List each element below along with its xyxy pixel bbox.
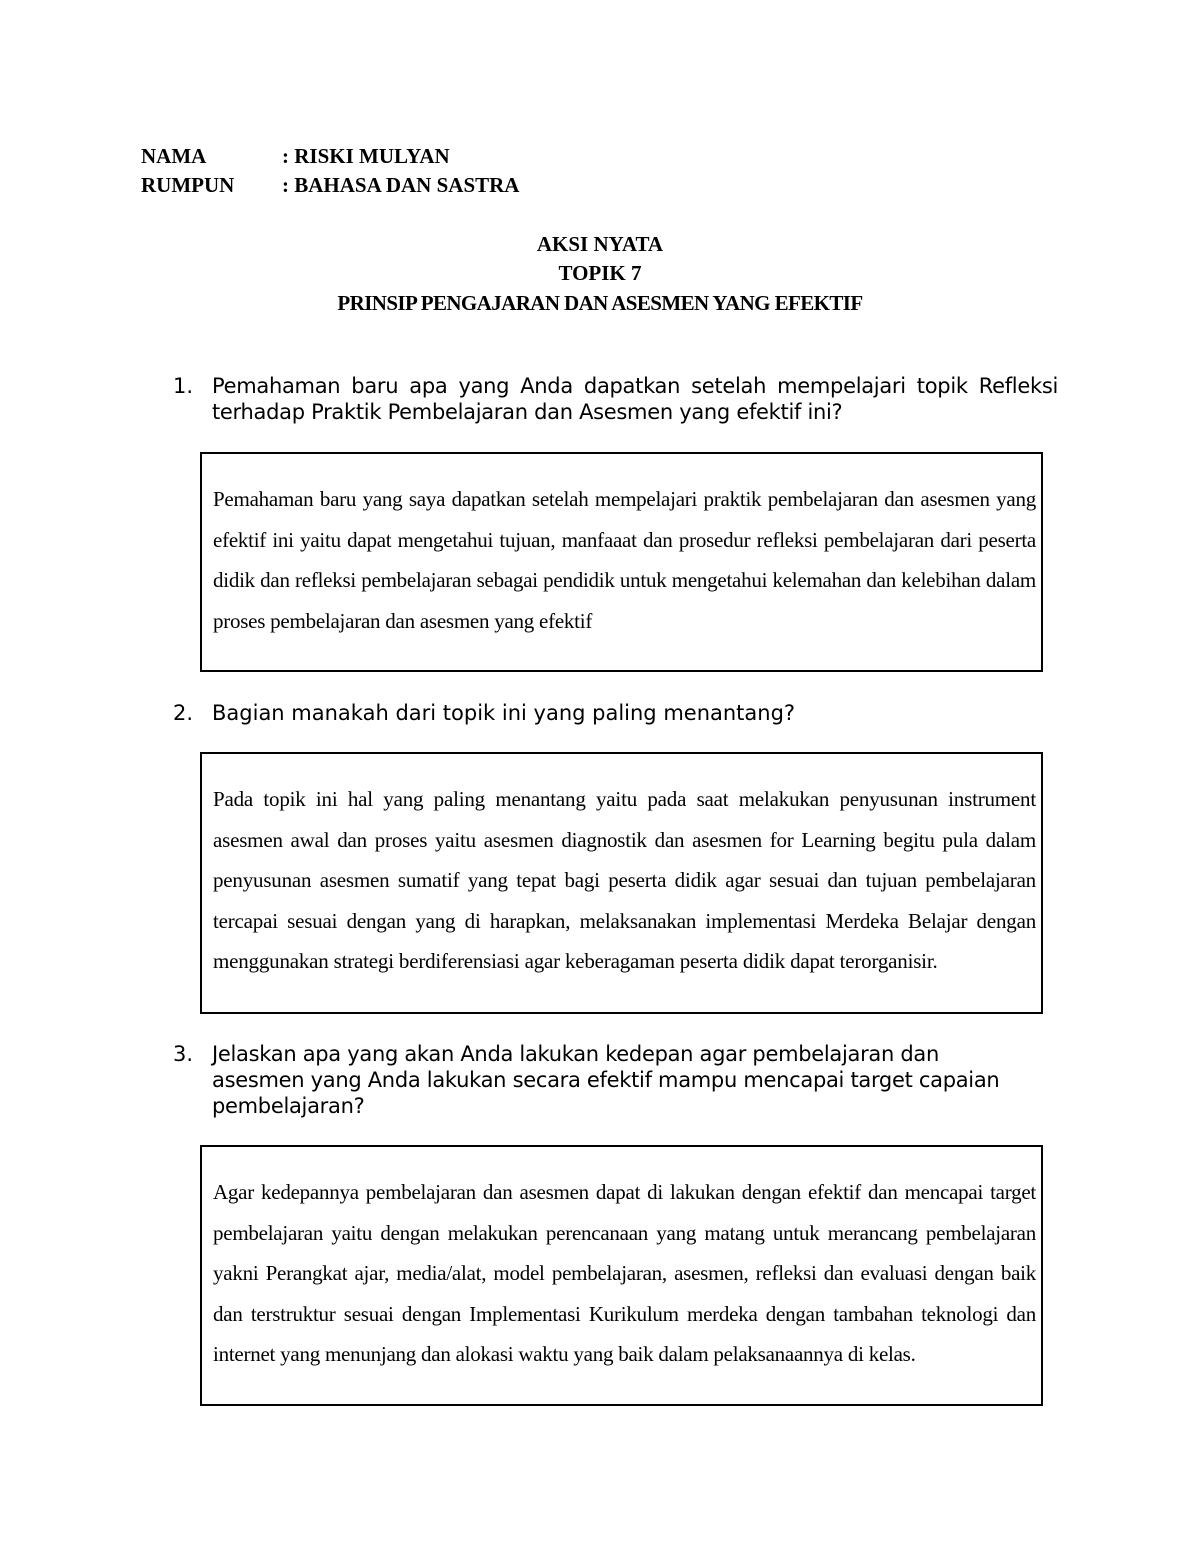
rumpun-label: RUMPUN	[141, 173, 235, 197]
answer-box-3	[200, 1145, 1043, 1406]
nama-value: : RISKI MULYAN	[282, 144, 450, 168]
question-number: 3.	[173, 1042, 194, 1066]
topic-title: PRINSIP PENGAJARAN DAN ASESMEN YANG EFEKTIF	[337, 291, 863, 315]
question-2	[173, 700, 1058, 726]
answer-box-1	[200, 452, 1043, 672]
rumpun-value: : BAHASA DAN SASTRA	[282, 173, 520, 197]
question-number: 2.	[173, 701, 194, 725]
topic-number: TOPIK 7	[558, 261, 642, 285]
nama-label: NAMA	[141, 144, 207, 168]
answer-box-2	[200, 752, 1043, 1014]
question-text: Jelaskan apa yang akan Anda lakukan kedepan agar pembelajaran dan asesmen yang Anda lakukan secara efektif mampu mencapai target capaian pembelajaran?	[212, 1042, 1000, 1118]
question-text: Bagian manakah dari topik ini yang paling menantang?	[212, 701, 796, 725]
answer-text: Pemahaman baru yang saya dapatkan setelah mempelajari praktik pembelajaran dan asesmen yang efektif ini yaitu dapat mengetahui tujuan, manfaaat dan prosedur refleksi pembelajaran dari peserta didik dan refleksi pembelajaran sebagai pendidik untuk mengetahui kelemahan dan kelebihan dalam proses pembelajaran dan asesmen yang efektif	[213, 487, 1036, 633]
question-text: Pemahaman baru apa yang Anda dapatkan setelah mempelajari topik Refleksi terhadap Praktik Pembelajaran dan Asesmen yang efektif ini?	[212, 374, 1058, 424]
header-rumpun-row	[141, 171, 519, 199]
header-nama-row	[141, 142, 450, 170]
question-1	[173, 373, 1058, 425]
answer-text: Pada topik ini hal yang paling menantang yaitu pada saat melakukan penyusunan instrument asesmen awal dan proses yaitu asesmen diagnostik dan asesmen for Learning begitu pula dalam penyusunan asesmen sumatif yang tepat bagi peserta didik agar sesuai dan tujuan pembelajaran tercapai sesuai dengan yang di harapkan, melaksanakan implementasi Merdeka Belajar dengan menggunakan strategi berdiferensiasi agar keberagaman peserta didik dapat terorganisir.	[213, 787, 1036, 974]
question-3	[173, 1041, 1058, 1119]
answer-text: Agar kedepannya pembelajaran dan asesmen dapat di lakukan dengan efektif dan mencapai target pembelajaran yaitu dengan melakukan perencanaan yang matang untuk merancang pembelajaran yakni Perangkat ajar, media/alat, model pembelajaran, asesmen, refleksi dan evaluasi dengan baik dan terstruktur sesuai dengan Implementasi Kurikulum merdeka dengan tambahan teknologi dan internet yang menunjang dan alokasi waktu yang baik dalam pelaksanaannya di kelas.	[213, 1180, 1036, 1367]
question-number: 1.	[173, 374, 194, 398]
document-title: AKSI NYATA	[536, 232, 664, 256]
